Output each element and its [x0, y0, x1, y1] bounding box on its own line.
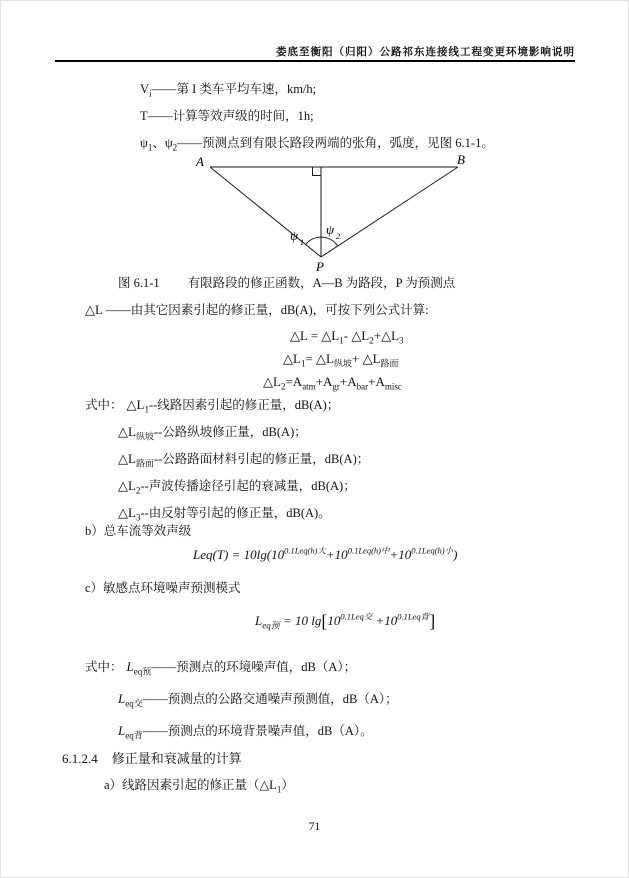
figure-caption-text: 有限路段的修正函数，A—B 为路段，P 为预测点: [187, 276, 456, 290]
label-angle-psi2-sub: 2: [336, 232, 340, 241]
definition-t: [140, 110, 314, 123]
formula-delta-l-total: [290, 328, 404, 346]
where-label: 式中：: [85, 660, 123, 674]
formula-sub: 1: [300, 358, 306, 369]
symbol-delta-l: △L: [85, 302, 106, 317]
section-c-heading: [85, 582, 241, 595]
symbol-l-eq-pred: L: [126, 659, 134, 674]
where-item-text: ——预测点的环境噪声值，dB（A）；: [151, 660, 357, 674]
formula-part: +10: [325, 547, 348, 562]
section-c-label: c）敏感点环境噪声预测模式: [85, 581, 241, 595]
section-b-heading: [85, 525, 191, 538]
where-item-text: --公路纵坡修正量，dB(A)；: [153, 425, 307, 439]
formula-sub: 纵坡: [333, 358, 352, 369]
symbol-delta-l-slope: △L: [118, 424, 136, 439]
formula-delta-l1: [283, 351, 399, 369]
symbol-l-eq-background: L: [118, 723, 126, 738]
formula-part: 10: [327, 613, 341, 628]
page-number: 71: [308, 821, 321, 833]
formula-sup: 0.1Leq交: [340, 611, 373, 622]
formula-leq-total: [193, 545, 458, 562]
formula-sup: 0.1Leq(h)大: [284, 545, 326, 556]
label-point-b: B: [457, 152, 465, 167]
formula-part: = △L: [305, 351, 334, 366]
definition-vi-text: ——第 I 类车平均车速，km/h;: [151, 82, 317, 96]
symbol-sub: 2: [135, 485, 141, 496]
formula-sup: 0.1Leq(h)小: [411, 545, 454, 556]
formula-part: +A: [368, 374, 385, 389]
right-angle-marker: [313, 167, 322, 176]
item-a-heading: [104, 778, 294, 795]
delta-l-intro-text: ——由其它因素引起的修正量，dB(A)，可按下列公式计算:: [105, 303, 429, 317]
formula-sub: 1: [339, 335, 344, 346]
formula-part: △L = △L: [290, 328, 340, 343]
where-item-text: ——预测点的公路交通噪声预测值，dB（A）；: [142, 692, 398, 706]
where-clause-1-item-3: [118, 451, 370, 469]
open-bracket: [: [321, 611, 328, 631]
where-clause-2-item-3: [118, 723, 373, 741]
formula-part: Leq(T) = 10lg(10: [193, 547, 285, 562]
formula-sub: 2: [369, 335, 374, 346]
formula-part: +10: [372, 613, 398, 628]
label-angle-psi2: ψ: [326, 222, 335, 237]
formula-sup: 0.1Leq(h)中: [347, 545, 390, 556]
formula-sub: gr: [332, 381, 340, 392]
figure-6-1-1-diagram: [140, 150, 500, 276]
formula-part: ): [453, 547, 458, 562]
formula-part: △L: [283, 351, 301, 366]
symbol-sub: 纵坡: [135, 431, 154, 442]
where-clause-1-item-4: [118, 478, 356, 496]
symbol-delta-l-surface: △L: [118, 451, 136, 466]
symbol-sub: 3: [135, 512, 141, 523]
where-item-text: ——预测点的环境背景噪声值，dB（A）。: [142, 724, 373, 738]
symbol-psi1-sub: 1: [147, 142, 153, 153]
definition-psi: [140, 136, 494, 153]
where-item-text: --声波传播途径引起的衰减量，dB(A)；: [140, 479, 356, 493]
symbol-sub: eq背: [125, 730, 143, 741]
formula-delta-l2: [263, 374, 402, 392]
formula-part: +△L: [373, 328, 400, 343]
where-clause-1-item-5: [118, 505, 331, 523]
formula-part: + △L: [352, 351, 381, 366]
symbol-sub: 路面: [135, 458, 154, 469]
figure-caption: [118, 277, 455, 290]
formula-sub: misc: [384, 381, 402, 392]
section-title: 修正量和衰减量的计算: [111, 751, 242, 766]
symbol-psi1: ψ: [140, 136, 148, 150]
symbol-sub: eq交: [125, 698, 143, 709]
symbol-v: V: [140, 82, 150, 96]
formula-sub: 路面: [380, 358, 399, 369]
where-clause-1-item-1: [85, 397, 340, 415]
section-b-label: b）总车流等效声级: [85, 524, 192, 538]
formula-sub: 2: [280, 381, 286, 392]
formula-sub: 3: [399, 335, 404, 346]
where-clause-2-item-1: [85, 659, 357, 677]
symbol-delta-l3: △L: [118, 505, 136, 520]
item-a-text: a）线路因素引起的修正量（△L: [104, 778, 277, 792]
label-angle-psi1: ψ: [290, 228, 299, 243]
symbol-psi2-sub: 2: [172, 142, 178, 153]
definition-vi: [140, 82, 317, 99]
line-b-to-p: [321, 167, 458, 257]
psi-separator: 、: [152, 136, 165, 150]
label-angle-psi1-sub: 1: [300, 238, 304, 247]
delta-l-intro: [85, 303, 429, 317]
label-point-p: P: [316, 259, 324, 274]
formula-part: +A: [339, 374, 357, 389]
header-rule: [55, 60, 575, 62]
section-heading-6-1-2-4: [62, 752, 242, 765]
formula-sub: eq预: [262, 620, 280, 631]
symbol-v-sub: i: [149, 88, 152, 99]
label-point-a: A: [196, 154, 204, 169]
symbol-sub: 1: [144, 404, 149, 415]
item-a-close: ）: [281, 778, 294, 792]
formula-l-predicted: [255, 612, 435, 630]
angle-arc: [306, 237, 338, 246]
formula-part: +10: [389, 547, 412, 562]
formula-sub: bar: [356, 381, 369, 392]
definition-t-text: T——计算等效声级的时间，1h;: [140, 109, 314, 123]
where-label: 式中：: [85, 398, 123, 412]
definition-psi-text: ——预测点到有限长路段两端的张角，弧度，见图 6.1-1。: [177, 136, 494, 150]
formula-part: =A: [285, 374, 303, 389]
where-item-text: --公路路面材料引起的修正量，dB(A)；: [153, 452, 370, 466]
where-clause-2-item-2: [118, 691, 398, 709]
formula-part: = 10 lg: [279, 613, 322, 628]
section-number: 6.1.2.4: [62, 751, 98, 766]
formula-part: △L: [263, 374, 281, 389]
symbol-sub: eq预: [133, 666, 152, 677]
where-item-text: --由反射等引起的修正量，dB(A)。: [140, 506, 331, 520]
where-clause-1-item-2: [118, 424, 307, 442]
symbol-delta-l2: △L: [118, 478, 136, 493]
formula-part: - △L: [343, 328, 370, 343]
symbol-psi2: ψ: [164, 136, 173, 150]
close-bracket: ]: [429, 611, 436, 631]
formula-part: L: [255, 613, 263, 628]
symbol-delta-l1: △L: [126, 397, 145, 412]
item-a-sub: 1: [276, 784, 282, 795]
line-a-to-p: [210, 167, 321, 257]
figure-number: 图 6.1-1: [118, 276, 160, 290]
where-item-text: --线路因素引起的修正量，dB(A)；: [148, 398, 340, 412]
formula-sub: atm: [302, 381, 316, 392]
formula-part: +A: [315, 374, 333, 389]
formula-sup: 0.1Leq背: [397, 611, 430, 622]
page-header-title: 娄底至衡阳（归阳）公路祁东连接线工程变更环境影响说明: [276, 46, 575, 58]
symbol-l-eq-traffic: L: [118, 691, 126, 706]
